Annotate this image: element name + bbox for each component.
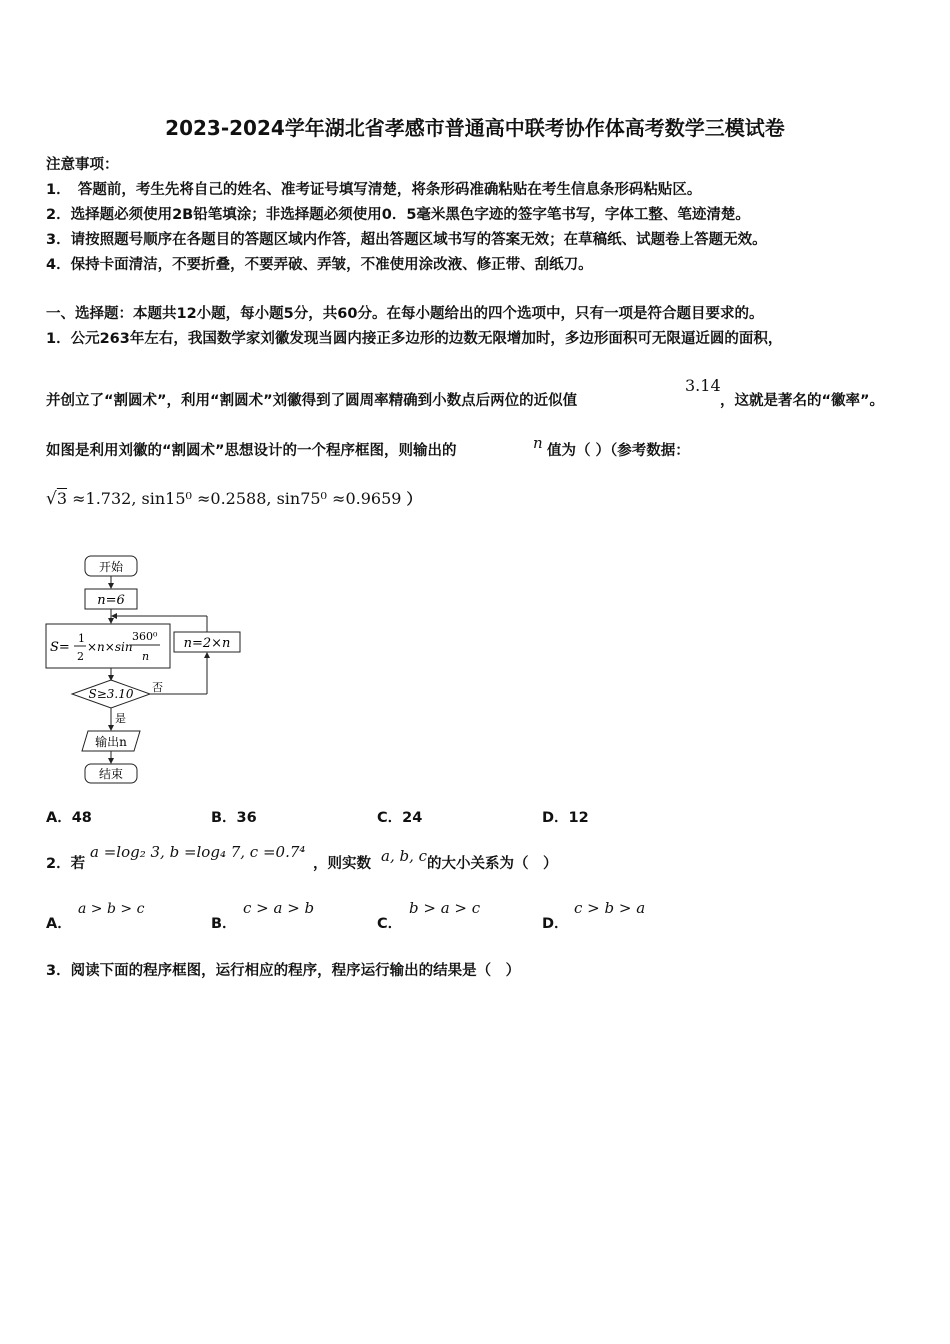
q1-line2b: ，这就是著名的“徽率”。 [720, 393, 885, 409]
q2-option-a-label: A． [46, 916, 72, 932]
q2-prefix: 2．若 [46, 856, 86, 872]
notice-item-3: 3．请按照题号顺序在各题目的答题区域内作答，超出答题区域书写的答案无效；在草稿纸、试题卷上答题无效。 [46, 232, 767, 248]
init-label: n=6 [97, 593, 125, 608]
formula-num: 1 [78, 632, 85, 645]
no-label: 否 [152, 681, 163, 694]
notice-heading: 注意事项： [46, 157, 119, 173]
notice-item-4: 4．保持卡面清洁，不要折叠，不要弄破、弄皱，不准使用涂改液、修正带、刮纸刀。 [46, 257, 593, 273]
q2-vars: a, b, c [381, 847, 428, 865]
q1-var-n: n [533, 434, 543, 452]
yes-label: 是 [115, 712, 126, 725]
q2-option-d-expr: c > b > a [574, 899, 646, 917]
q1-option-c: C．24 [377, 810, 423, 826]
start-label: 开始 [98, 560, 124, 574]
q1-line3a: 如图是利用刘徽的“割圆术”思想设计的一个程序框图，则输出的 [46, 443, 457, 459]
output-label: 输出n [95, 735, 127, 749]
q2-option-a-expr: a > b > c [78, 901, 145, 917]
q2-mid: ，则实数 [313, 856, 371, 872]
formula-den: 2 [77, 650, 84, 663]
q2-option-b-label: B． [211, 916, 237, 932]
section-heading: 一、选择题：本题共12小题，每小题5分，共60分。在每小题给出的四个选项中，只有一项是符合题目要求的。 [46, 306, 764, 322]
notice-item-2: 2．选择题必须使用2B铅笔填涂；非选择题必须使用0．5毫米黑色字迹的签字笔书写，字体工整、笔迹清楚。 [46, 207, 750, 223]
flowchart [40, 550, 260, 790]
sqrt-arg: 3 [56, 489, 68, 508]
q1-ref-data [46, 488, 422, 509]
formula-lhs: S= [50, 640, 70, 655]
q2-expr: a =log₂ 3, b =log₄ 7, c =0.7⁴ [90, 843, 306, 861]
q3-line: 3．阅读下面的程序框图，运行相应的程序，程序运行输出的结果是（ ） [46, 963, 521, 979]
q1-approx-value: 3.14 [685, 376, 721, 395]
q1-option-a: A．48 [46, 810, 92, 826]
condition-label: S≥3.10 [88, 687, 134, 701]
q1-line3b: 值为（ ）（参考数据： [547, 443, 690, 459]
ref-close-paren: ） [406, 490, 422, 508]
q2-suffix: 的大小关系为（ ） [427, 856, 558, 872]
notice-item-1: 1． 答题前，考生先将自己的姓名、准考证号填写清楚，将条形码准确粘贴在考生信息条形码粘贴区。 [46, 182, 702, 198]
page-title: 2023-2024学年湖北省孝感市普通高中联考协作体高考数学三模试卷 [165, 116, 785, 140]
q1-line2a: 并创立了“割圆术”，利用“割圆术”刘徽得到了圆周率精确到小数点后两位的近似值 [46, 393, 578, 409]
q2-option-d-label: D． [542, 916, 569, 932]
q2-option-c-expr: b > a > c [409, 899, 481, 917]
q2-option-c-label: C． [377, 916, 403, 932]
end-label: 结束 [98, 767, 124, 781]
q1-line1: 1．公元263年左右，我国数学家刘徽发现当圆内接正多边形的边数无限增加时，多边形面积可无限逼近圆的面积， [46, 331, 783, 347]
sqrt-sign: √ [46, 489, 57, 509]
formula-n: n [142, 650, 150, 663]
ref-values: ≈1.732, sin15⁰ ≈0.2588, sin75⁰ ≈0.9659 [72, 489, 402, 508]
update-label: n=2×n [183, 636, 231, 651]
q1-option-d: D．12 [542, 810, 589, 826]
q2-option-b-expr: c > a > b [243, 899, 315, 917]
formula-mid: ×n×sin [87, 640, 133, 654]
q1-option-b: B．36 [211, 810, 257, 826]
formula-angle: 360⁰ [132, 630, 158, 643]
